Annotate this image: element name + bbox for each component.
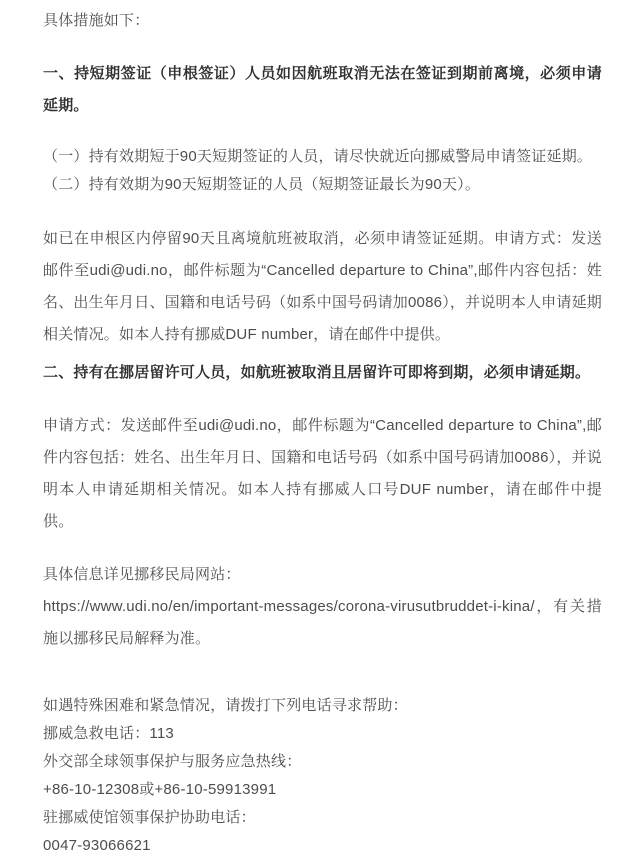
phone-line-embassy-label: 驻挪威使馆领事保护协助电话： (43, 809, 256, 826)
list-item-2: （二）持有效期为90天短期签证的人员（短期签证最长为90天）。 (43, 176, 481, 193)
website-url-text: https://www.udi.no/en/important-messages/corona-virusutbruddet-i-kina/，有关措施以挪移民局解释为准。 (43, 598, 602, 647)
list-item-1: （一）持有效期短于90天短期签证的人员，请尽快就近向挪威警局申请签证延期。 (43, 148, 593, 165)
phone-line-embassy-number: 0047-93066621 (43, 837, 151, 854)
section-spacer (43, 676, 602, 692)
section-2-heading: 二、持有在挪居留许可人员，如航班被取消且居留许可即将到期，必须申请延期。 (43, 364, 591, 381)
phone-line-norway-emergency: 挪威急救电话：113 (43, 725, 174, 742)
residence-paragraph: 申请方式：发送邮件至udi@udi.no，邮件标题为“Cancelled departure to China”,邮件内容包括：姓名、出生年月日、国籍和电话号码（如系中国号码请加0086），并说明本人申请延期相关情况。如本人持有挪威人口号DUF number，请在邮件中提供。 (43, 417, 602, 530)
website-note: 具体信息详见挪移民局网站： (43, 566, 241, 583)
section-1-heading: 一、持短期签证（申根签证）人员如因航班取消无法在签证到期前离境，必须申请延期。 (43, 65, 602, 114)
phone-line-mfa-hotline-numbers: +86-10-12308或+86-10-59913991 (43, 781, 277, 798)
intro-text: 具体措施如下： (43, 12, 150, 29)
help-intro: 如遇特殊困难和紧急情况，请拨打下列电话寻求帮助： (43, 697, 408, 714)
schengen-paragraph: 如已在申根区内停留90天且离境航班被取消，必须申请签证延期。申请方式：发送邮件至udi@udi.no，邮件标题为“Cancelled departure to China”,邮件内容包括：姓名、出生年月日、国籍和电话号码（如系中国号码请加0086），并说明本人申请延期相关情况。如本人持有挪威DUF number，请在邮件中提供。 (43, 230, 602, 343)
phone-line-mfa-hotline-label: 外交部全球领事保护与服务应急热线： (43, 753, 302, 770)
